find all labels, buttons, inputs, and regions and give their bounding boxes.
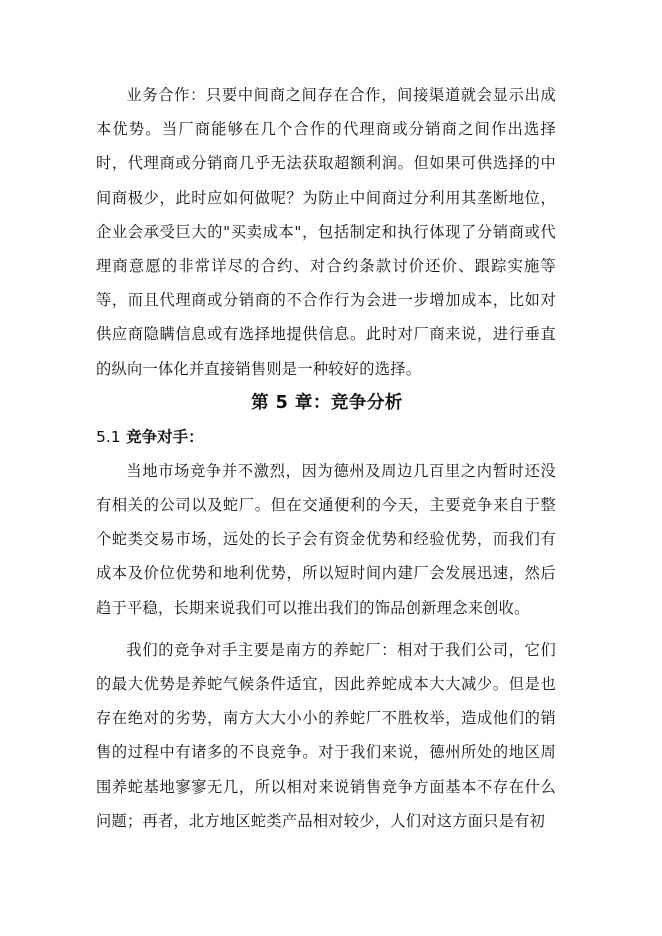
paragraph-spacer	[96, 625, 556, 633]
paragraph-local-market: 当地市场竞争并不激烈，因为德州及周边几百里之内暂时还没有相关的公司以及蛇厂。但在交通便利的今天，主要竞争来自于整个蛇类交易市场，远处的长子会有资金优势和经验优势，而我们有成本及价位优势和地利优势，所以短时间内建厂会发展迅速，然后趋于平稳，长期来说我们可以推出我们的饰品创新理念来创收。	[96, 461, 556, 617]
paragraph-competitors: 我们的竞争对手主要是南方的养蛇厂：相对于我们公司，它们的最大优势是养蛇气候条件适宜，因此养蛇成本大大减少。但是也存在绝对的劣势，南方大大小小的养蛇厂不胜枚举，造成他们的销售的过程中有诸多的不良竞争。对于我们来说，德州所处的地区周围养蛇基地寥寥无几，所以相对来说销售竞争方面基本不存在什么问题；再者，北方地区蛇类产品相对较少，人们对这方面只是有初	[96, 640, 556, 830]
section-number: 5.1	[96, 427, 121, 446]
section-heading	[96, 420, 556, 454]
document-page	[96, 78, 556, 838]
section-label: 竞争对手：	[126, 427, 204, 446]
chapter-title: 第 5 章：竞争分析	[251, 392, 403, 413]
paragraph-business-cooperation: 业务合作：只要中间商之间存在合作，间接渠道就会显示出成本优势。当厂商能够在几个合作的代理商或分销商之间作出选择时，代理商或分销商几乎无法获取超额利润。但如果可供选择的中间商极少，此时应如何做呢？为防止中间商过分利用其垄断地位，企业会承受巨大的"买卖成本"，包括制定和执行体现了分销商或代理商意愿的非常详尽的合约、对合约条款讨价还价、跟踪实施等等，而且代理商或分销商的不合作行为会进一步增加成本，比如对供应商隐瞒信息或有选择地提供信息。此时对厂商来说，进行垂直的纵向一体化并直接销售则是一种较好的选择。	[96, 86, 556, 378]
